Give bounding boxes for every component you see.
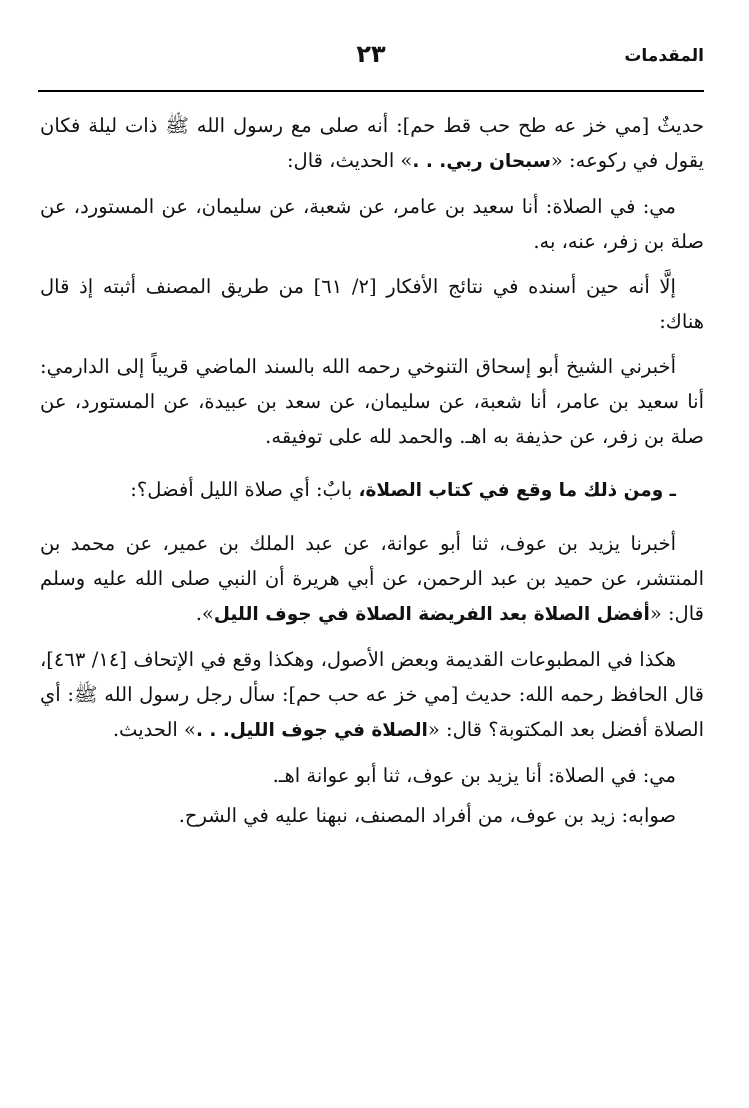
paragraph bbox=[40, 108, 704, 179]
paragraph-text: صوابه: زيد بن عوف، من أفراد المصنف، نبهنا عليه في الشرح. bbox=[178, 804, 676, 827]
paragraph-text: بابٌ: أي صلاة الليل أفضل؟: bbox=[130, 478, 359, 501]
page-number: ٢٣ bbox=[356, 40, 386, 68]
paragraph bbox=[40, 349, 704, 454]
paragraph bbox=[40, 758, 704, 793]
paragraph-text: أخبرني الشيخ أبو إسحاق التنوخي رحمه الله بالسند الماضي قريباً إلى الدارمي: أنا سعيد بن عامر، أنا شعبة، عن سليمان، عن سعد بن عبيدة، عن المستورد، عن صلة بن زفر، عن حذيفة به اهـ. والحمد لله على توفيقه. bbox=[40, 355, 704, 448]
body-text bbox=[40, 108, 704, 843]
paragraph-text: » الحديث. bbox=[112, 718, 196, 741]
section-title: المقدمات bbox=[624, 46, 704, 66]
paragraph-text: أخبرنا يزيد بن عوف، ثنا أبو عوانة، عن عبد الملك بن عمير، عن محمد بن المنتشر، عن حميد بن عبد الرحمن، عن أبي هريرة أن النبي صلى الله عليه وسلم قال: « bbox=[40, 532, 704, 625]
section-heading-text: ـ ومن ذلك ما وقع في كتاب الصلاة، bbox=[358, 480, 676, 501]
quoted-hadith-text: الصلاة في جوف الليل. . . bbox=[195, 720, 428, 741]
paragraph bbox=[40, 269, 704, 339]
paragraph bbox=[40, 798, 704, 833]
quoted-hadith-text: سبحان ربي. . . bbox=[412, 151, 551, 172]
paragraph-text: مي: في الصلاة: أنا سعيد بن عامر، عن شعبة، عن سليمان، عن المستورد، عن صلة بن زفر، عنه، به. bbox=[40, 195, 704, 253]
paragraph bbox=[40, 642, 704, 748]
page-header bbox=[38, 40, 704, 90]
paragraph-text: » الحديث، قال: bbox=[286, 149, 413, 172]
paragraph bbox=[40, 526, 704, 632]
paragraph-text: إلَّا أنه حين أسنده في نتائج الأفكار [٢/ ٦١] من طريق المصنف أثبته إذ قال هناك: bbox=[40, 275, 704, 333]
paragraph-text: ». bbox=[195, 602, 214, 625]
paragraph-text: هكذا في المطبوعات القديمة وبعض الأصول، وهكذا وقع في الإتحاف [١٤/ ٤٦٣]، قال الحافظ رحمه الله: حديث [مي خز عه حب حم]: سأل رجل رسول الله ﷺ: أي الصلاة أفضل بعد المكتوبة؟ قال: « bbox=[40, 648, 704, 741]
paragraph-text: مي: في الصلاة: أنا يزيد بن عوف، ثنا أبو عوانة اهـ. bbox=[272, 764, 676, 787]
paragraph-text: حديثٌ [مي خز عه طح حب قط حم]: أنه صلى مع رسول الله ﷺ ذات ليلة فكان يقول في ركوعه: « bbox=[40, 114, 704, 172]
section-heading-paragraph bbox=[40, 472, 704, 508]
paragraph bbox=[40, 189, 704, 259]
header-rule bbox=[38, 90, 704, 92]
quoted-hadith-text: أفضل الصلاة بعد الفريضة الصلاة في جوف الليل bbox=[213, 604, 650, 625]
